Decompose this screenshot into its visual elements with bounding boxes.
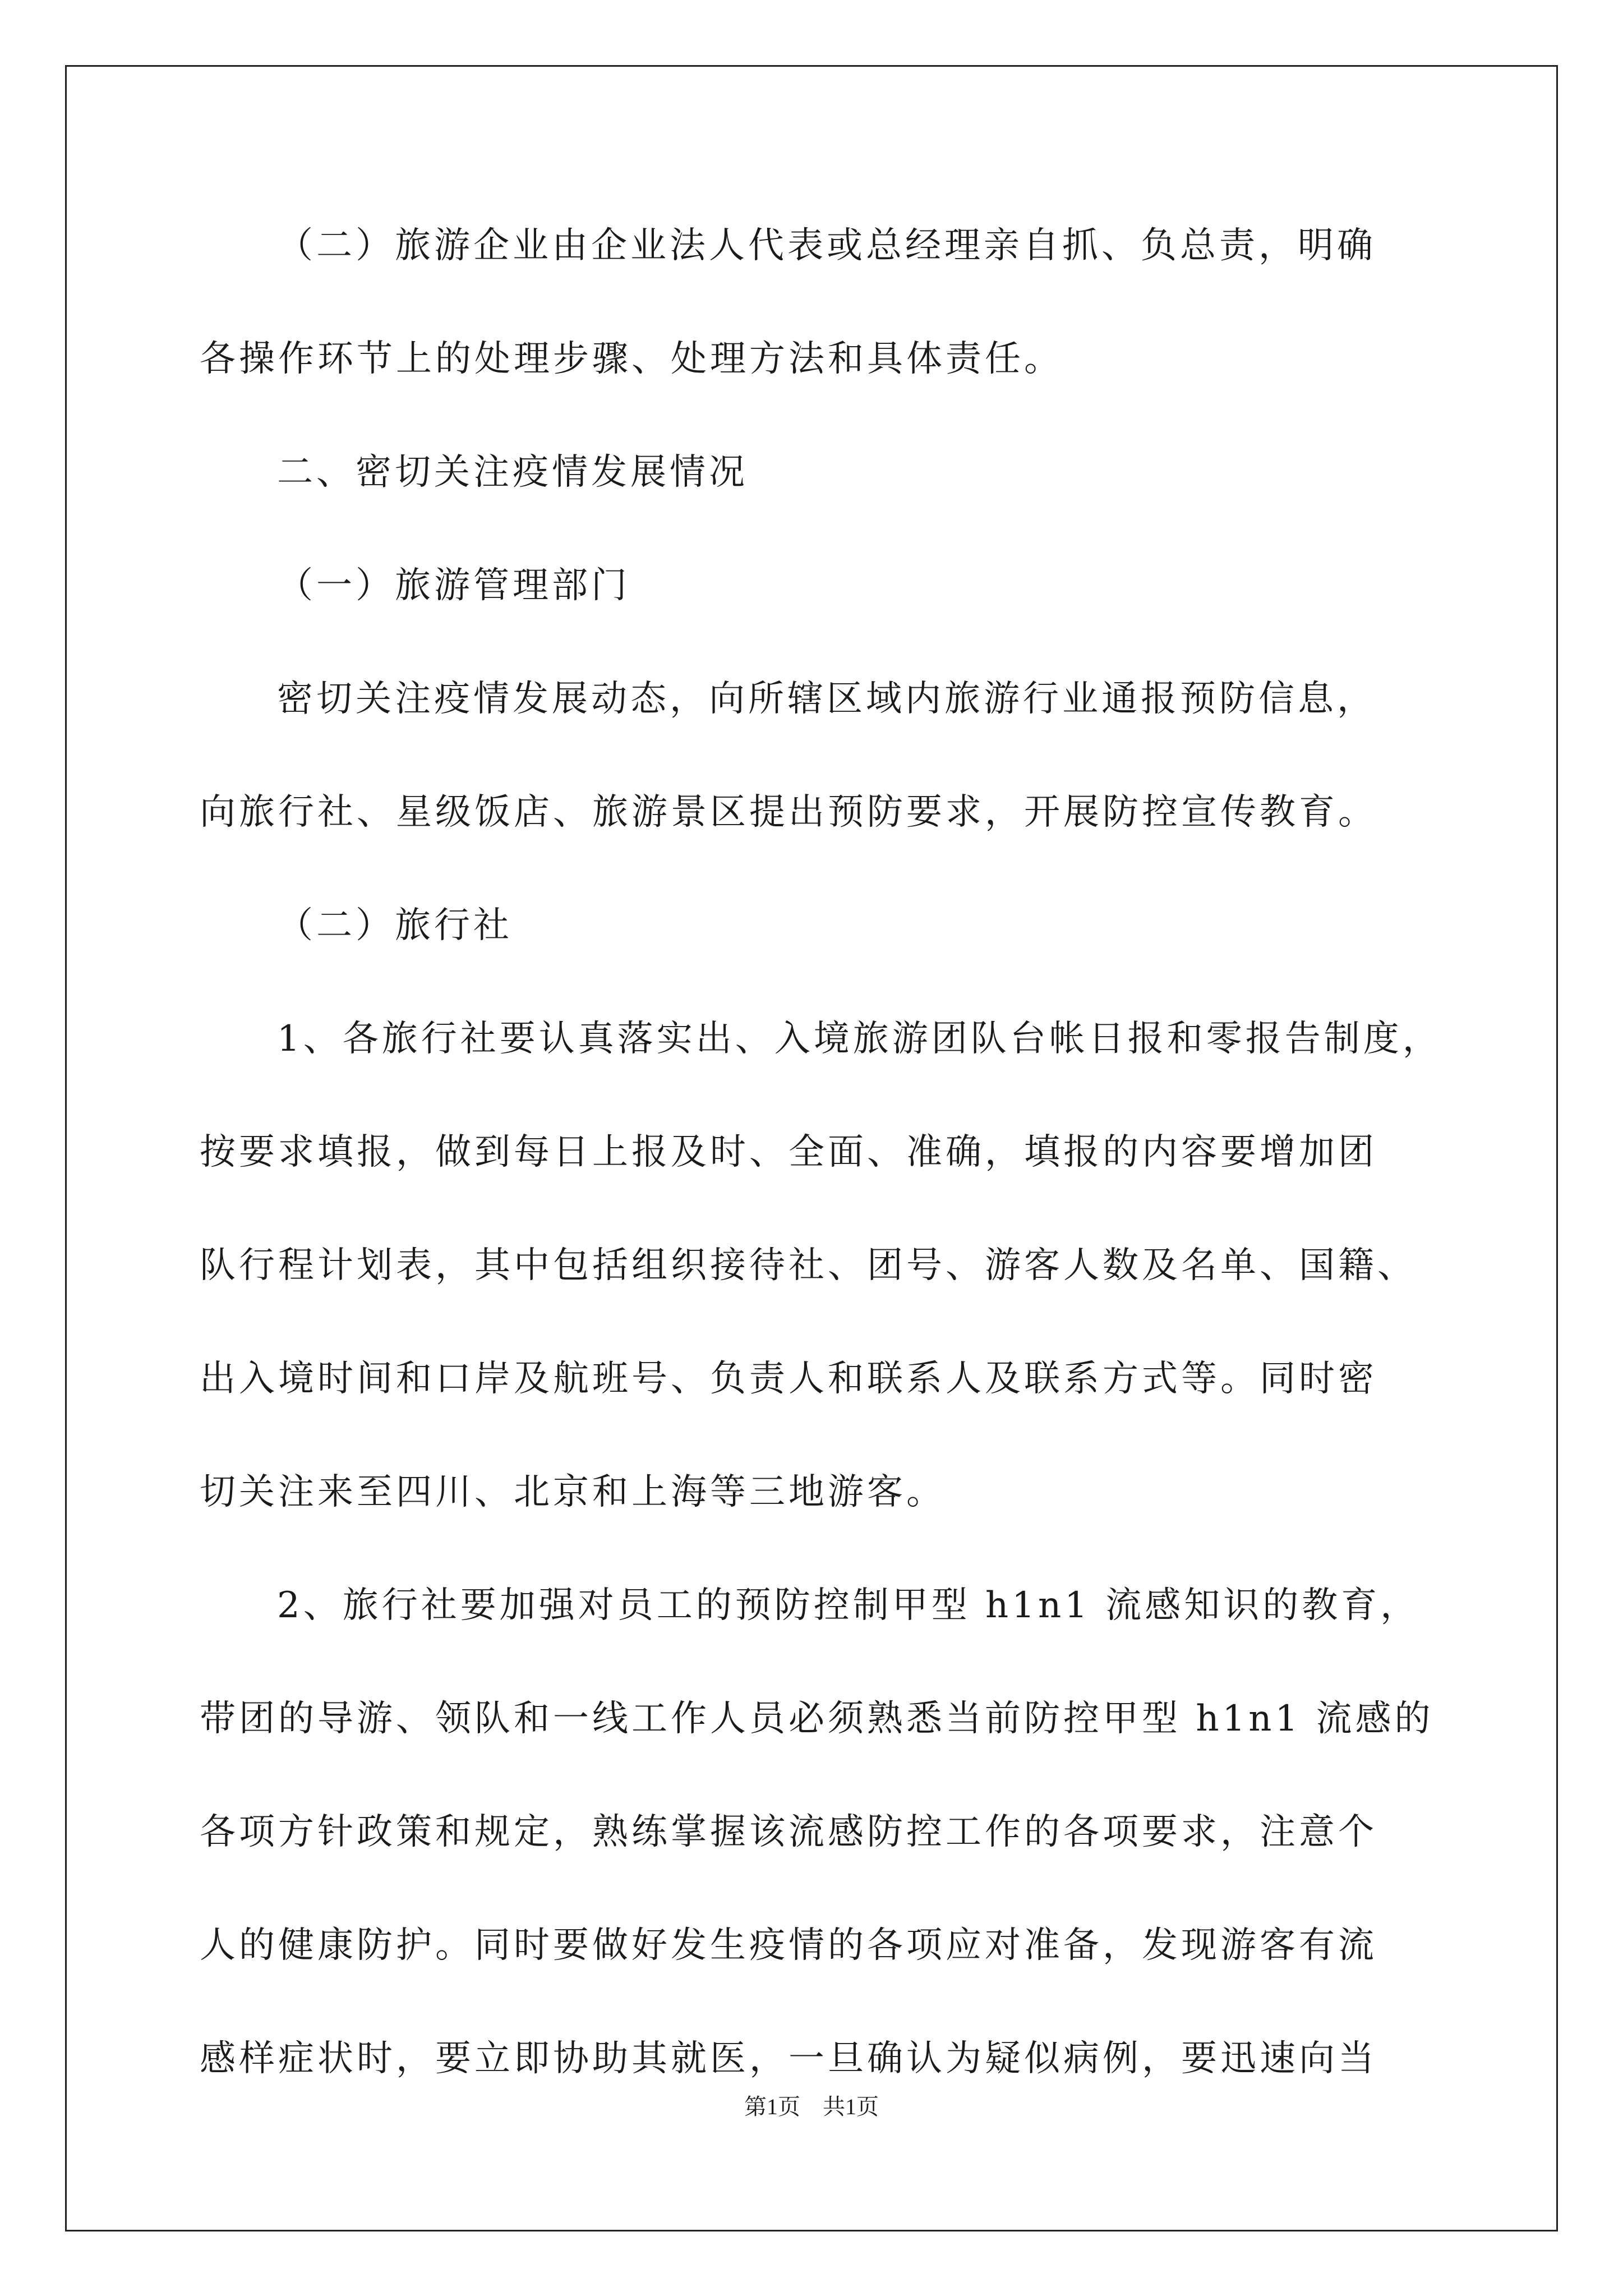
paragraph-line: 按要求填报，做到每日上报及时、全面、准确，填报的内容要增加团 (200, 1131, 1377, 1173)
paragraph-line: 出入境时间和口岸及航班号、负责人和联系人及联系方式等。同时密 (200, 1358, 1377, 1400)
subsection-heading: （一）旅游管理部门 (277, 565, 630, 606)
subsection-heading: （二）旅行社 (277, 905, 513, 946)
paragraph-line: 1、各旅行社要认真落实出、入境旅游团队台帐日报和零报告制度， (277, 1018, 1442, 1060)
paragraph-line: 切关注来至四川、北京和上海等三地游客。 (200, 1471, 946, 1513)
paragraph-line: 各操作环节上的处理步骤、处理方法和具体责任。 (200, 338, 1063, 380)
paragraph-line: 向旅行社、星级饭店、旅游景区提出预防要求，开展防控宣传教育。 (200, 792, 1377, 833)
paragraph-line: 各项方针政策和规定，熟练掌握该流感防控工作的各项要求，注意个 (200, 1811, 1377, 1853)
page-number-footer: 第1页 共1页 (744, 2094, 879, 2119)
paragraph-line: 感样症状时，要立即协助其就医，一旦确认为疑似病例，要迅速向当 (200, 2038, 1377, 2079)
section-heading: 二、密切关注疫情发展情况 (277, 452, 748, 493)
paragraph-line: 人的健康防护。同时要做好发生疫情的各项应对准备，发现游客有流 (200, 1925, 1377, 1966)
paragraph-line: 密切关注疫情发展动态，向所辖区域内旅游行业通报预防信息， (277, 678, 1376, 720)
paragraph-line: 2、旅行社要加强对员工的预防控制甲型 h1n1 流感知识的教育， (277, 1585, 1420, 1626)
paragraph-line: （二）旅游企业由企业法人代表或总经理亲自抓、负总责，明确 (277, 225, 1376, 266)
paragraph-line: 队行程计划表，其中包括组织接待社、团号、游客人数及名单、国籍、 (200, 1245, 1417, 1286)
paragraph-line: 带团的导游、领队和一线工作人员必须熟悉当前防控甲型 h1n1 流感的 (200, 1698, 1434, 1740)
